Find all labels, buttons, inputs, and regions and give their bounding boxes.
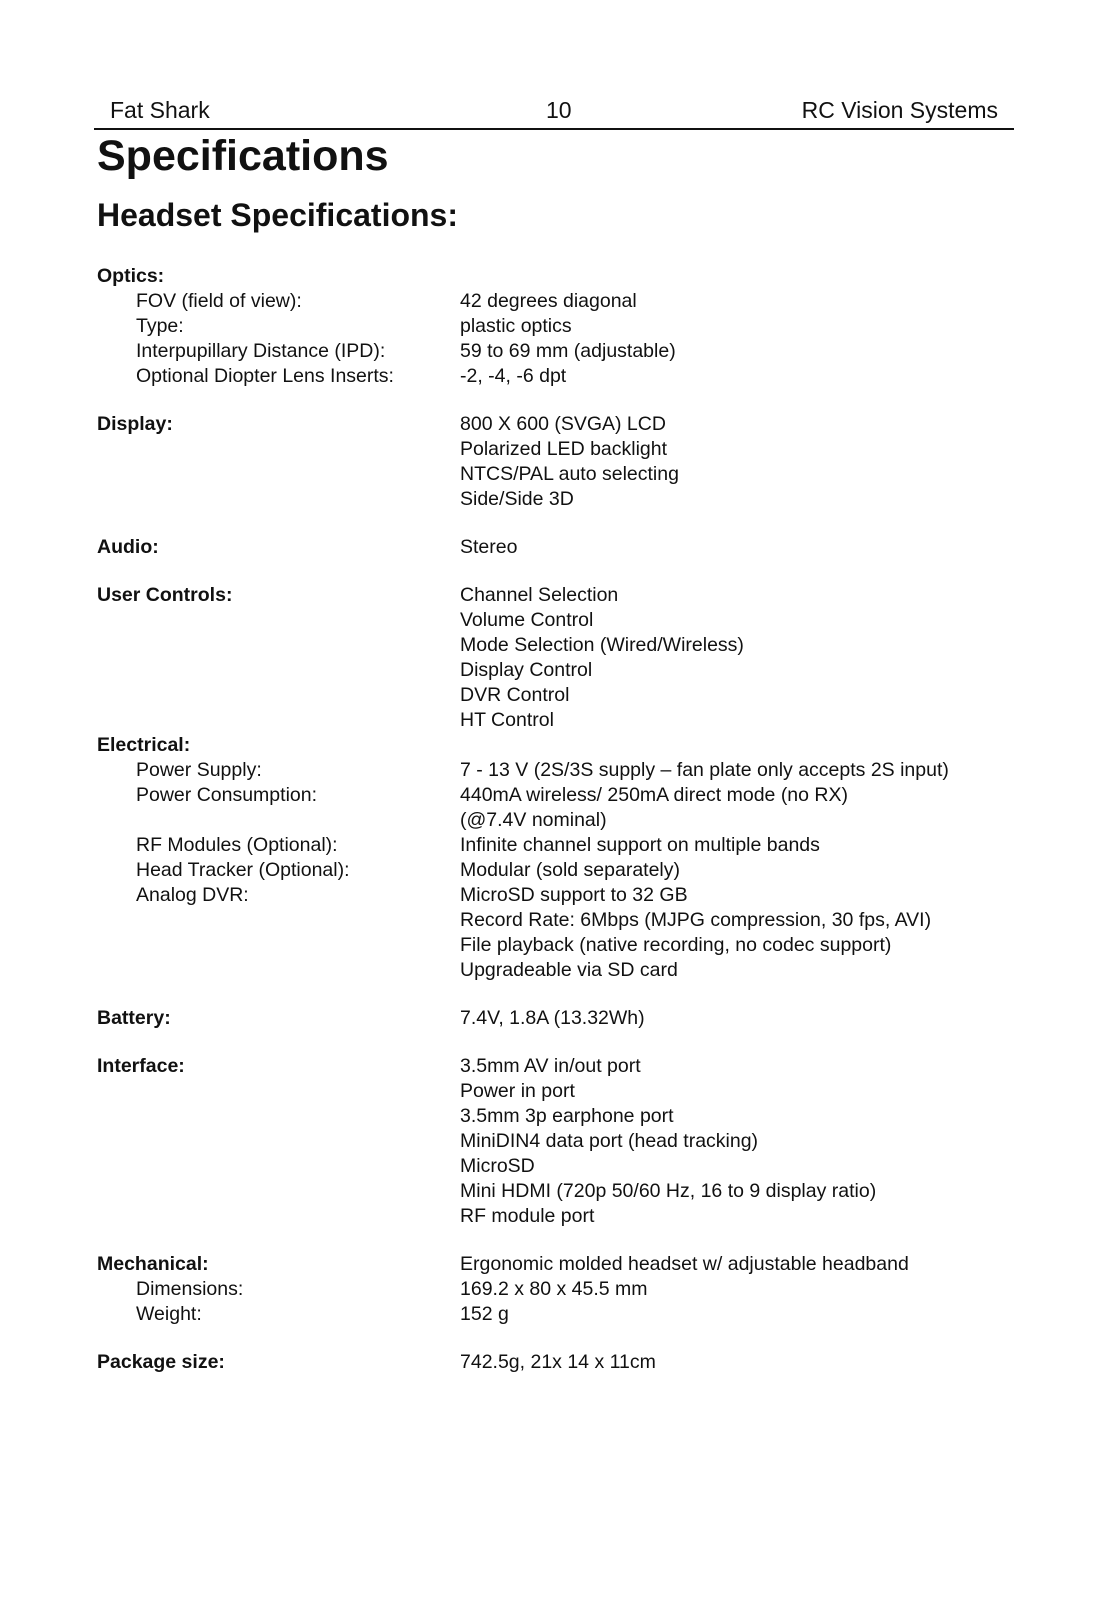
spec-category-label: Package size: <box>97 1351 225 1373</box>
spec-group-user-controls <box>97 583 1017 733</box>
spec-row <box>97 364 1017 389</box>
spec-table <box>97 264 1017 1398</box>
spec-value: 7 - 13 V (2S/3S supply – fan plate only accepts 2S input) <box>460 759 949 781</box>
spec-value: MicroSD <box>460 1155 535 1177</box>
spec-category-label: Display: <box>97 413 173 435</box>
spec-value: -2, -4, -6 dpt <box>460 365 567 387</box>
spec-value: Display Control <box>460 659 593 681</box>
spec-group-battery <box>97 1006 1017 1031</box>
spec-value: Mode Selection (Wired/Wireless) <box>460 634 744 656</box>
spec-value: 42 degrees diagonal <box>460 290 637 312</box>
spec-row <box>97 858 1017 883</box>
spec-value: 3.5mm 3p earphone port <box>460 1105 674 1127</box>
header-company: RC Vision Systems <box>801 97 998 123</box>
spec-group-interface <box>97 1054 1017 1229</box>
spec-group-display <box>97 412 1017 512</box>
spec-row <box>97 1277 1017 1302</box>
spec-row <box>97 289 1017 314</box>
spec-label: Dimensions: <box>136 1278 244 1300</box>
spec-category-label: Mechanical: <box>97 1253 209 1275</box>
spec-label: Power Supply: <box>136 759 262 781</box>
spec-value: Record Rate: 6Mbps (MJPG compression, 30 fps, AVI) <box>460 909 932 931</box>
spec-label: Weight: <box>136 1303 202 1325</box>
spec-value: 59 to 69 mm (adjustable) <box>460 340 676 362</box>
spec-group-mechanical <box>97 1252 1017 1327</box>
spec-row <box>97 339 1017 364</box>
spec-value: File playback (native recording, no codec support) <box>460 934 892 956</box>
spec-value: Mini HDMI (720p 50/60 Hz, 16 to 9 display ratio) <box>460 1180 877 1202</box>
spec-label: Optional Diopter Lens Inserts: <box>136 365 394 387</box>
spec-group-audio <box>97 535 1017 560</box>
spec-value: (@7.4V nominal) <box>460 809 607 831</box>
page-header <box>94 94 1014 130</box>
spec-row <box>97 1302 1017 1327</box>
page-title: Specifications <box>97 132 389 180</box>
spec-value: 169.2 x 80 x 45.5 mm <box>460 1278 648 1300</box>
spec-value: RF module port <box>460 1205 595 1227</box>
spec-value: 3.5mm AV in/out port <box>460 1055 641 1077</box>
spec-row <box>97 314 1017 339</box>
spec-label: Interpupillary Distance (IPD): <box>136 340 386 362</box>
spec-value: Power in port <box>460 1080 575 1102</box>
spec-row <box>97 833 1017 858</box>
spec-category-label: User Controls: <box>97 584 233 606</box>
spec-row <box>97 783 1017 833</box>
spec-label: FOV (field of view): <box>136 290 302 312</box>
spec-category-label: Optics: <box>97 265 165 287</box>
spec-value: Ergonomic molded headset w/ adjustable headband <box>460 1253 909 1275</box>
spec-label: Head Tracker (Optional): <box>136 859 350 881</box>
spec-category-label: Battery: <box>97 1007 171 1029</box>
spec-value: Infinite channel support on multiple bands <box>460 834 820 856</box>
spec-group-optics <box>97 264 1017 389</box>
spec-value: Volume Control <box>460 609 594 631</box>
spec-value: Stereo <box>460 536 518 558</box>
spec-value: 440mA wireless/ 250mA direct mode (no RX) <box>460 784 849 806</box>
spec-value: 7.4V, 1.8A (13.32Wh) <box>460 1007 645 1029</box>
page-number: 10 <box>546 97 572 123</box>
spec-category-label: Audio: <box>97 536 159 558</box>
spec-label: Analog DVR: <box>136 884 249 906</box>
spec-value: HT Control <box>460 709 554 731</box>
spec-value: Modular (sold separately) <box>460 859 681 881</box>
spec-value: DVR Control <box>460 684 570 706</box>
spec-value: 742.5g, 21x 14 x 11cm <box>460 1351 656 1373</box>
spec-value: 152 g <box>460 1303 509 1325</box>
spec-label: RF Modules (Optional): <box>136 834 338 856</box>
spec-category-label: Interface: <box>97 1055 185 1077</box>
spec-row <box>97 758 1017 783</box>
spec-value: Upgradeable via SD card <box>460 959 678 981</box>
spec-value: Channel Selection <box>460 584 619 606</box>
spec-label: Type: <box>136 315 184 337</box>
spec-group-package <box>97 1350 1017 1375</box>
spec-value: MiniDIN4 data port (head tracking) <box>460 1130 759 1152</box>
header-brand: Fat Shark <box>110 97 210 123</box>
spec-value: NTCS/PAL auto selecting <box>460 463 679 485</box>
spec-row <box>97 883 1017 983</box>
section-title: Headset Specifications: <box>97 197 458 233</box>
spec-label: Power Consumption: <box>136 784 318 806</box>
spec-value: 800 X 600 (SVGA) LCD <box>460 413 666 435</box>
spec-value: Side/Side 3D <box>460 488 574 510</box>
spec-category-label: Electrical: <box>97 734 191 756</box>
spec-value: plastic optics <box>460 315 572 337</box>
spec-value: MicroSD support to 32 GB <box>460 884 688 906</box>
spec-value: Polarized LED backlight <box>460 438 668 460</box>
spec-group-electrical <box>97 733 1017 983</box>
